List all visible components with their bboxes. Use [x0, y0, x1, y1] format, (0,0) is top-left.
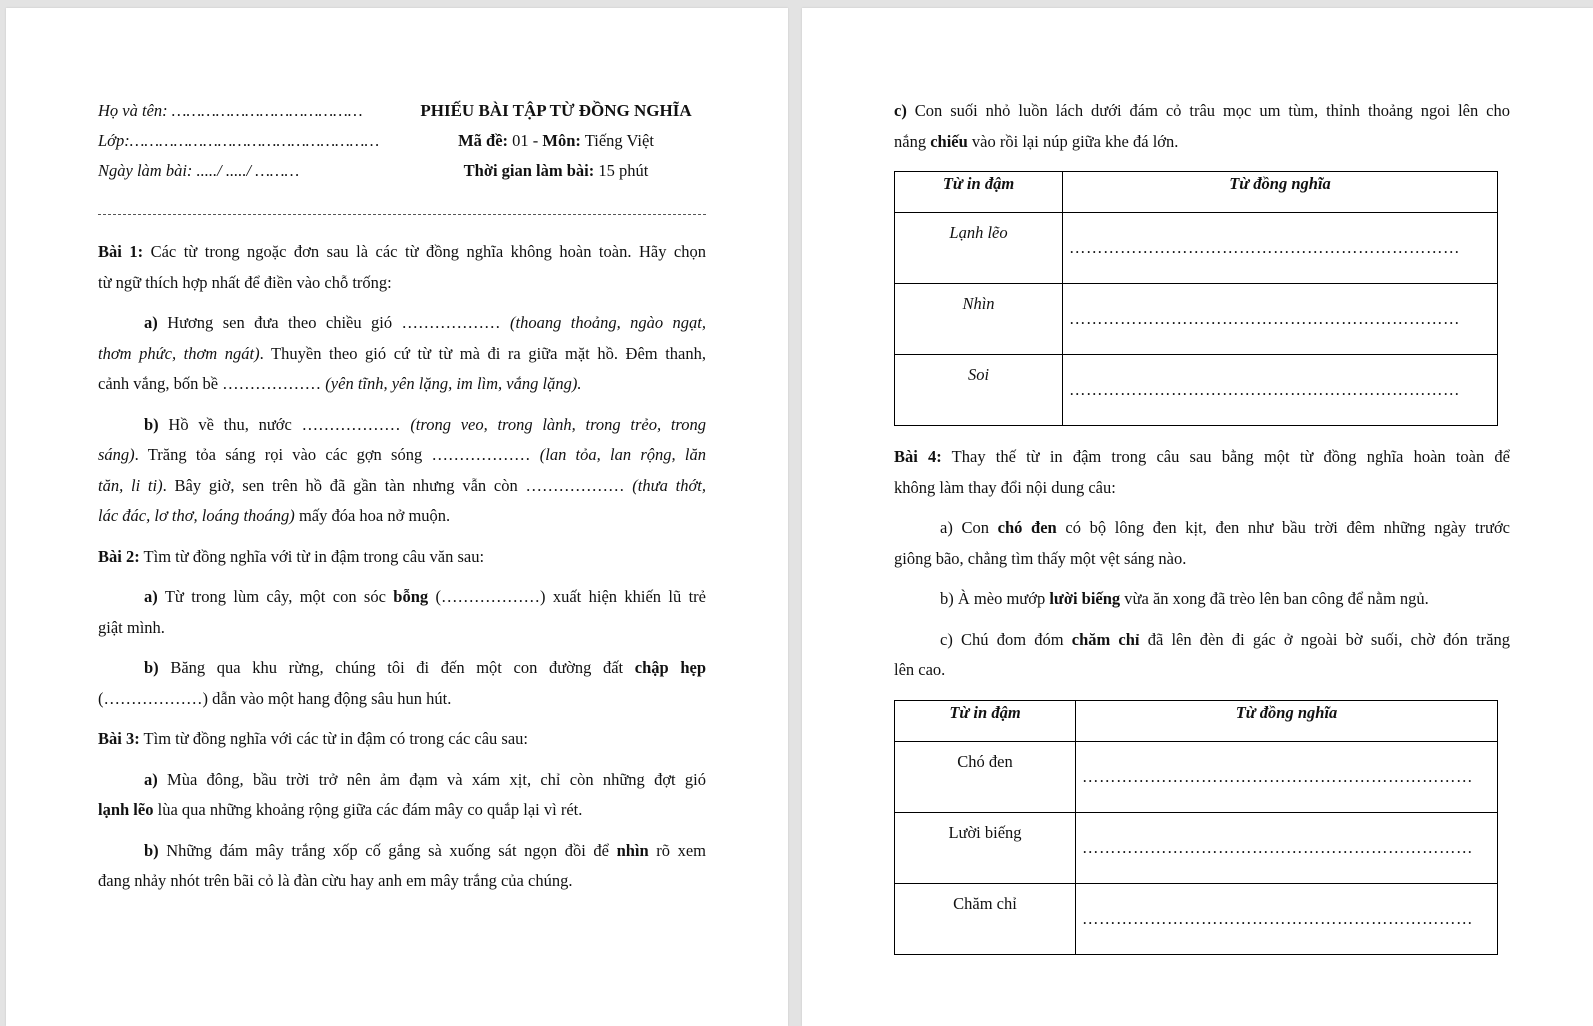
bai3-a-line-2: lạnh lẽo lùa qua những khoảng rộng giữa các đám mây co quắp lại vì rét.: [98, 800, 583, 819]
bai2-b-line-1: b) Băng qua khu rừng, chúng tôi đi đến một con đường đất chập hẹp: [144, 658, 707, 677]
table-row: [895, 284, 1498, 355]
bold-word-cell: Lạnh lẽo: [895, 213, 1063, 284]
synonym-blank: ……………………………………………………………: [1076, 812, 1498, 883]
bai3-table: [894, 171, 1498, 426]
bai3-b-line-2: đang nhảy nhót trên bãi cỏ là đàn cừu hay anh em mây trắng của chúng.: [98, 871, 573, 890]
col-header-bold-word: Từ in đậm: [895, 172, 1063, 213]
bai2-a-line-1: a) Từ trong lùm cây, một con sóc bỗng (………………) xuất hiện khiến lũ trẻ: [144, 587, 706, 606]
table-row: [895, 355, 1498, 426]
table-row: [895, 812, 1498, 883]
bai4-intro-line-2: không làm thay đổi nội dung câu:: [894, 477, 1116, 497]
page-2-content: [894, 96, 1510, 955]
header-row-2: [98, 126, 706, 156]
bai1-b-line-3: tăn, li ti). Bây giờ, sen trên hồ đã gần tàn nhưng vẫn còn ……………… (thưa thớt,: [98, 475, 706, 495]
col-header-synonym: Từ đồng nghĩa: [1076, 700, 1498, 741]
table-row: [895, 213, 1498, 284]
name-field: Họ và tên: …………………………………: [98, 101, 363, 120]
synonym-blank: ……………………………………………………………: [1063, 213, 1498, 284]
bold-word-cell: Chăm chỉ: [895, 883, 1076, 954]
header-row-1: [98, 96, 706, 126]
bai3-c-line-1: c) Con suối nhỏ luồn lách dưới đám cỏ trâu mọc um tùm, thỉnh thoảng ngoi lên cho: [894, 101, 1510, 120]
synonym-blank: ……………………………………………………………: [1063, 284, 1498, 355]
bai1-a-line-2: thơm phức, thơm ngát). Thuyền theo gió cứ từ từ mà đi ra giữa mặt hồ. Đêm thanh,: [98, 343, 706, 363]
synonym-blank: ……………………………………………………………: [1076, 883, 1498, 954]
bai1-b-line-4: lác đác, lơ thơ, loáng thoáng) mấy đóa hoa nở muộn.: [98, 506, 451, 525]
page-1: [6, 8, 788, 1026]
bai4-c-line-1: c) Chú đom đóm chăm chỉ đã lên đèn đi gác ở ngoài bờ suối, chờ đón trăng: [940, 629, 1510, 649]
bai3-b-line-1: b) Những đám mây trắng xốp cố gắng sà xuống sát ngọn đồi để nhìn rõ xem: [144, 840, 707, 860]
table-header-row: [895, 700, 1498, 741]
bai2-b-line-2: (………………) dẫn vào một hang động sâu hun hút.: [98, 688, 452, 708]
bai1-label: Bài 1:: [98, 242, 144, 261]
bai4-label: Bài 4:: [894, 447, 942, 466]
col-header-bold-word: Từ in đậm: [895, 700, 1076, 741]
page-1-content: [98, 96, 706, 897]
col-header-synonym: Từ đồng nghĩa: [1063, 172, 1498, 213]
bai1-a-line-1: a) Hương sen đưa theo chiều gió ……………… (thoang thoảng, ngào ngạt,: [144, 313, 707, 332]
bai1-b-line-2: sáng). Trăng tỏa sáng rọi vào các gợn sóng ……………… (lan tỏa, lan rộng, lăn: [98, 445, 706, 464]
bai3-label: Bài 3:: [98, 729, 140, 748]
bai3-c-line-2: nắng chiếu vào rồi lại núp giữa khe đá lớn.: [894, 131, 1179, 151]
bai4-b-line: b) À mèo mướp lười biếng vừa ăn xong đã trèo lên ban công để nằm ngủ.: [940, 589, 1429, 608]
table-header-row: [895, 172, 1498, 213]
bai4-intro-line-1: Bài 4: Thay thế từ in đậm trong câu sau bằng một từ đồng nghĩa hoàn toàn để: [894, 447, 1510, 466]
bai2-intro: Bài 2: Tìm từ đồng nghĩa với từ in đậm trong câu văn sau:: [98, 546, 485, 566]
bai1-b-line-1: b) Hồ về thu, nước ……………… (trong veo, trong lành, trong trẻo, trong: [144, 414, 706, 434]
exam-code: Mã đề: 01 - Môn: Tiếng Việt: [458, 131, 654, 150]
page-2: [802, 8, 1593, 1026]
bai4-table: [894, 700, 1498, 955]
bold-word-cell: Nhìn: [895, 284, 1063, 355]
bai4-a-line-1: a) Con chó đen có bộ lông đen kịt, đen như bầu trời đêm những ngày trước: [940, 518, 1511, 537]
class-field: Lớp:……………………………………………: [98, 131, 380, 150]
bai1-intro-line-1: Bài 1: Các từ trong ngoặc đơn sau là các từ đồng nghĩa không hoàn toàn. Hãy chọn: [98, 242, 707, 261]
table-row: [895, 883, 1498, 954]
bold-word-cell: Soi: [895, 355, 1063, 426]
bai2-label: Bài 2:: [98, 546, 140, 566]
bai1-intro-line-2: từ ngữ thích hợp nhất để điền vào chỗ trống:: [98, 272, 392, 292]
bold-word-cell: Lười biếng: [895, 812, 1076, 883]
header-divider: [98, 214, 706, 215]
time-limit: Thời gian làm bài: 15 phút: [463, 161, 649, 180]
synonym-blank: ……………………………………………………………: [1063, 355, 1498, 426]
bold-word-cell: Chó đen: [895, 741, 1076, 812]
date-field: Ngày làm bài: ...../ ...../ ………: [98, 161, 300, 180]
bai4-c-line-2: lên cao.: [894, 660, 946, 679]
synonym-blank: ……………………………………………………………: [1076, 741, 1498, 812]
worksheet-title: PHIẾU BÀI TẬP TỪ ĐỒNG NGHĨA: [420, 101, 692, 120]
bai3-a-line-1: a) Mùa đông, bầu trời trở nên ảm đạm và xám xịt, chỉ còn những đợt gió: [144, 769, 706, 789]
bai4-a-line-2: giông bão, chẳng tìm thấy một vệt sáng nào.: [894, 548, 1187, 568]
table-row: [895, 741, 1498, 812]
bai2-a-line-2: giật mình.: [98, 617, 165, 637]
bai1-a-line-3: cảnh vắng, bốn bề ……………… (yên tĩnh, yên lặng, im lìm, vắng lặng).: [98, 374, 582, 393]
bai3-intro: Bài 3: Tìm từ đồng nghĩa với các từ in đậm có trong các câu sau:: [98, 729, 529, 748]
header-row-3: [98, 156, 706, 186]
